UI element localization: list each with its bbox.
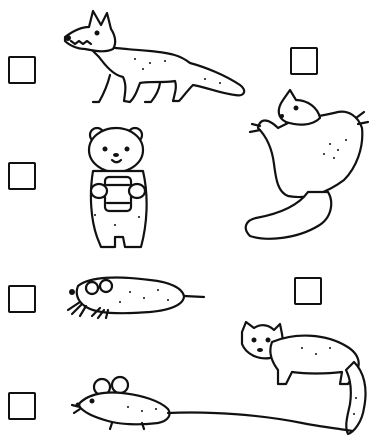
flying-squirrel-checkbox[interactable] xyxy=(290,47,318,75)
ferret-checkbox[interactable] xyxy=(294,277,322,305)
mole-checkbox[interactable] xyxy=(8,285,36,313)
bear-checkbox[interactable] xyxy=(8,162,36,190)
wolf-icon xyxy=(55,5,255,115)
bear-icon xyxy=(85,125,160,260)
flying-squirrel-icon xyxy=(238,88,373,253)
mouse-icon xyxy=(72,375,372,440)
mole-icon xyxy=(60,272,210,327)
mouse-checkbox[interactable] xyxy=(8,392,36,420)
wolf-checkbox[interactable] xyxy=(8,56,36,84)
